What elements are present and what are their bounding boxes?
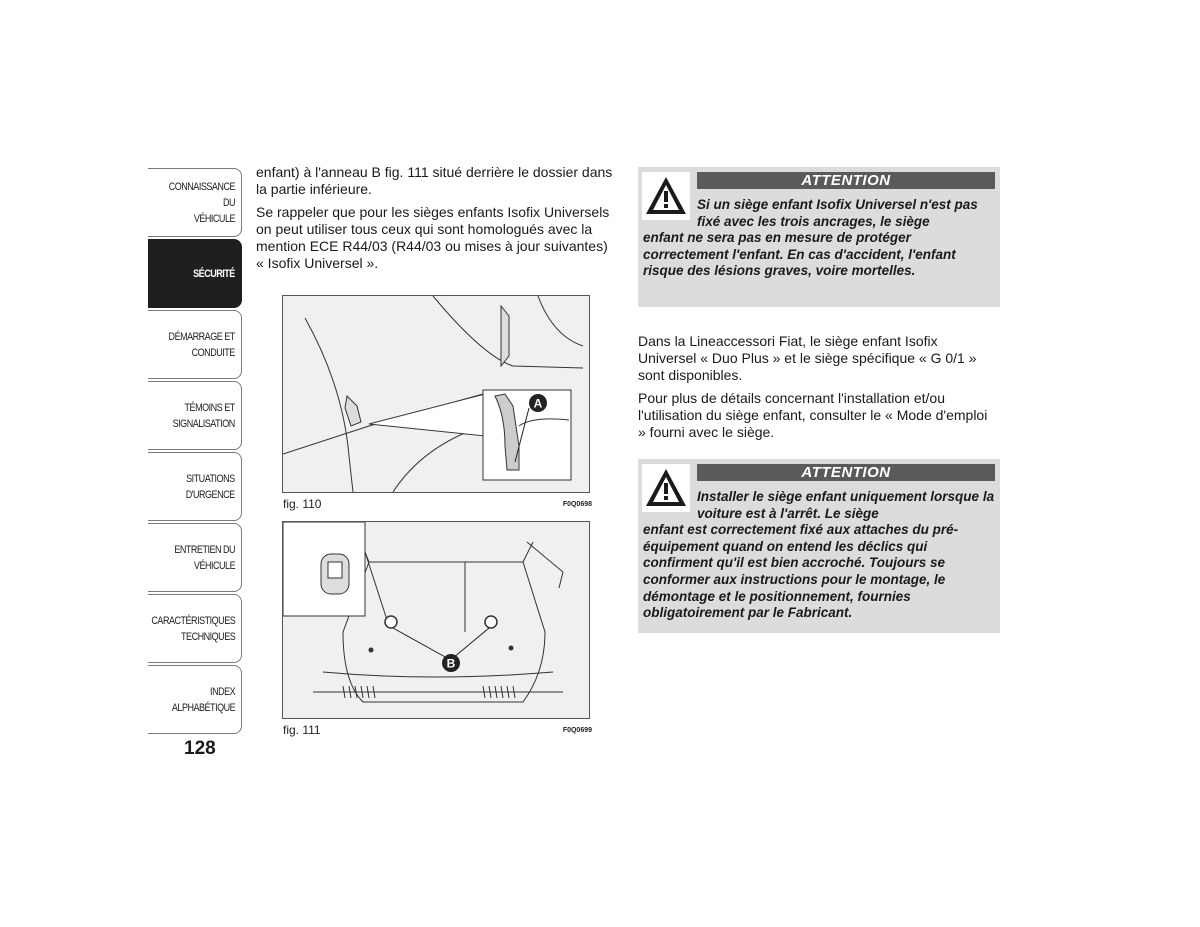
- figure-110-caption: fig. 110: [283, 497, 322, 511]
- paragraph: enfant) à l'anneau B fig. 111 situé derrière le dossier dans la partie inférieure.: [256, 164, 613, 197]
- tab-demarrage-et-conduite[interactable]: DÉMARRAGE ET CONDUITE: [148, 310, 242, 379]
- body-text-column-2: [638, 333, 998, 447]
- tab-temoins-et-signalisation[interactable]: TÉMOINS ET SIGNALISATION: [148, 381, 242, 450]
- tab-connaissance-du-vehicule[interactable]: CONNAISSANCE DU VÉHICULE: [148, 168, 242, 237]
- attention-text: Installer le siège enfant uniquement lorsque la voiture est à l'arrêt. Le siège enfant est correctement fixé aux attaches du pré-équipement quand on entend les déclics qui confirment qu'il est bien accroché. Toujours se conformer aux instructions pour le montage, le démontage et le positionnement, fournies obligatoirement par le Fabricant.: [643, 489, 995, 621]
- tab-entretien-du-vehicule[interactable]: ENTRETIEN DU VÉHICULE: [148, 523, 242, 592]
- tab-situations-d-urgence[interactable]: SITUATIONS D'URGENCE: [148, 452, 242, 521]
- attention-title: ATTENTION: [697, 464, 995, 481]
- paragraph: Se rappeler que pour les sièges enfants Isofix Universels on peut utiliser tous ceux qui sont homologués avec la mention ECE R44/03 (R44/03 ou mises à jour suivantes) « Isofix Universel ».: [256, 204, 610, 271]
- tab-securite[interactable]: SÉCURITÉ: [148, 239, 242, 308]
- attention-box-1: [638, 167, 1000, 307]
- tab-index-alphabetique[interactable]: INDEX ALPHABÉTIQUE: [148, 665, 242, 734]
- callout-b-label: B: [446, 656, 456, 671]
- body-text-column-1: [256, 164, 618, 278]
- figure-110-illustration: [282, 295, 590, 493]
- figure-111-caption: fig. 111: [283, 723, 321, 737]
- paragraph: Pour plus de détails concernant l'installation et/ou l'utilisation du siège enfant, consulter le « Mode d'emploi » fourni avec le siège.: [638, 390, 988, 440]
- attention-title: ATTENTION: [697, 172, 995, 189]
- callout-a-label: A: [533, 396, 543, 411]
- seat-isofix-drawing: [283, 296, 589, 492]
- attention-box-2: [638, 459, 1000, 633]
- tab-caracteristiques-techniques[interactable]: CARACTÉRISTIQUES TECHNIQUES: [148, 594, 242, 663]
- figure-111-code: F0Q0699: [562, 727, 592, 734]
- figure-111-illustration: [282, 521, 590, 719]
- trunk-anchor-drawing: [283, 522, 589, 718]
- page-number: 128: [184, 738, 216, 759]
- paragraph: Dans la Lineaccessori Fiat, le siège enfant Isofix Universel « Duo Plus » et le siège spécifique « G 0/1 » sont disponibles.: [638, 333, 977, 383]
- figure-110-code: F0Q0698: [562, 501, 592, 508]
- attention-text: Si un siège enfant Isofix Universel n'est pas fixé avec les trois ancrages, le siège enfant ne sera pas en mesure de protéger correctement l'enfant. En cas d'accident, l'enfant risque des lésions graves, voire mortelles.: [643, 197, 978, 279]
